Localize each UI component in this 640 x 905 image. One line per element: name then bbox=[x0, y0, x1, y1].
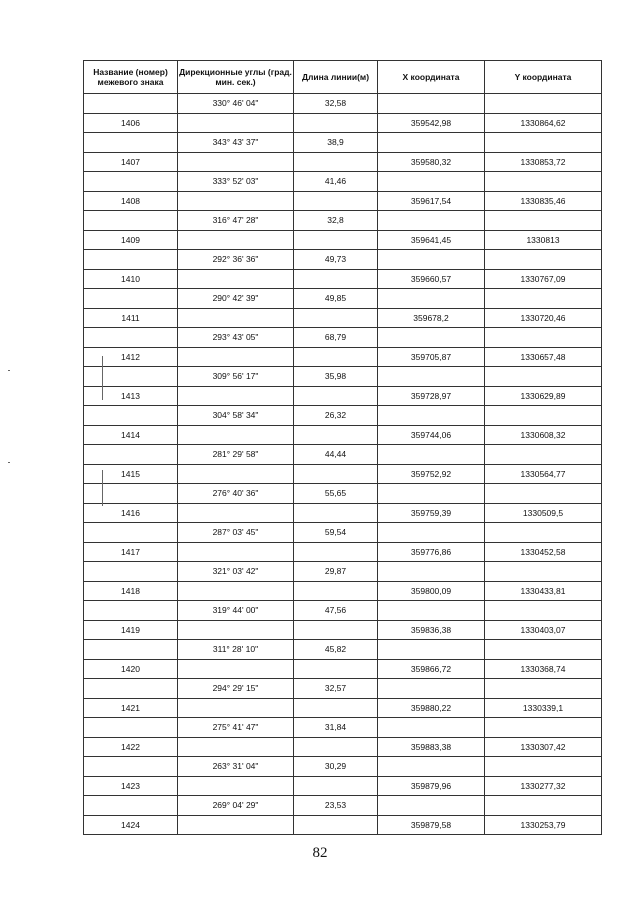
cell-mark-name: 1410 bbox=[84, 269, 178, 289]
cell-x-coordinate: 359580,32 bbox=[378, 152, 485, 172]
table-row-boundary-point bbox=[84, 230, 602, 250]
cell-x-coordinate bbox=[378, 367, 485, 387]
cell-line-length: 32,58 bbox=[294, 94, 378, 114]
cell-mark-name: 1416 bbox=[84, 503, 178, 523]
table-row-line-segment bbox=[84, 367, 602, 387]
table-row-boundary-point bbox=[84, 503, 602, 523]
cell-x-coordinate: 359542,98 bbox=[378, 113, 485, 133]
cell-mark-name: 1422 bbox=[84, 737, 178, 757]
cell-line-length: 68,79 bbox=[294, 328, 378, 348]
cell-direction-angle bbox=[178, 659, 294, 679]
cell-y-coordinate: 1330864,62 bbox=[485, 113, 602, 133]
cell-x-coordinate: 359744,06 bbox=[378, 425, 485, 445]
cell-line-length: 35,98 bbox=[294, 367, 378, 387]
cell-line-length bbox=[294, 581, 378, 601]
cell-x-coordinate bbox=[378, 601, 485, 621]
cell-line-length: 32,57 bbox=[294, 679, 378, 699]
cell-line-length bbox=[294, 308, 378, 328]
cell-direction-angle bbox=[178, 386, 294, 406]
cell-x-coordinate bbox=[378, 757, 485, 777]
cell-y-coordinate bbox=[485, 445, 602, 465]
table-row-boundary-point bbox=[84, 581, 602, 601]
cell-direction-angle bbox=[178, 464, 294, 484]
cell-mark-name: 1415 bbox=[84, 464, 178, 484]
scan-artifact-dot bbox=[8, 370, 10, 371]
cell-line-length bbox=[294, 776, 378, 796]
header-y-coordinate: Y координата bbox=[485, 61, 602, 94]
table-row-boundary-point bbox=[84, 620, 602, 640]
cell-y-coordinate: 1330657,48 bbox=[485, 347, 602, 367]
cell-line-length bbox=[294, 542, 378, 562]
page-number: 82 bbox=[312, 845, 328, 861]
cell-direction-angle: 269° 04' 29" bbox=[178, 796, 294, 816]
cell-mark-name: 1412 bbox=[84, 347, 178, 367]
cell-line-length: 38,9 bbox=[294, 133, 378, 153]
cell-direction-angle: 287° 03' 45" bbox=[178, 523, 294, 543]
table-row-line-segment bbox=[84, 250, 602, 270]
cell-mark-name bbox=[84, 133, 178, 153]
cell-direction-angle: 263° 31' 04" bbox=[178, 757, 294, 777]
cell-mark-name bbox=[84, 484, 178, 504]
cell-mark-name bbox=[84, 562, 178, 582]
cell-direction-angle: 321° 03' 42" bbox=[178, 562, 294, 582]
cell-direction-angle: 343° 43' 37" bbox=[178, 133, 294, 153]
cell-y-coordinate: 1330339,1 bbox=[485, 698, 602, 718]
cell-direction-angle bbox=[178, 815, 294, 835]
cell-y-coordinate: 1330813 bbox=[485, 230, 602, 250]
cell-y-coordinate bbox=[485, 250, 602, 270]
cell-direction-angle: 309° 56' 17" bbox=[178, 367, 294, 387]
cell-line-length bbox=[294, 503, 378, 523]
cell-line-length bbox=[294, 152, 378, 172]
cell-line-length: 30,29 bbox=[294, 757, 378, 777]
table-row-boundary-point bbox=[84, 815, 602, 835]
cell-y-coordinate bbox=[485, 679, 602, 699]
cell-direction-angle: 281° 29' 58" bbox=[178, 445, 294, 465]
cell-direction-angle: 311° 28' 10" bbox=[178, 640, 294, 660]
cell-direction-angle: 330° 46' 04" bbox=[178, 94, 294, 114]
cell-x-coordinate: 359880,22 bbox=[378, 698, 485, 718]
cell-x-coordinate: 359866,72 bbox=[378, 659, 485, 679]
cell-y-coordinate: 1330433,81 bbox=[485, 581, 602, 601]
cell-direction-angle: 319° 44' 00" bbox=[178, 601, 294, 621]
table-row-boundary-point bbox=[84, 386, 602, 406]
cell-direction-angle: 275° 41' 47" bbox=[178, 718, 294, 738]
cell-mark-name: 1423 bbox=[84, 776, 178, 796]
cell-mark-name: 1421 bbox=[84, 698, 178, 718]
cell-x-coordinate bbox=[378, 328, 485, 348]
cell-x-coordinate bbox=[378, 406, 485, 426]
cell-mark-name bbox=[84, 445, 178, 465]
cell-y-coordinate: 1330452,58 bbox=[485, 542, 602, 562]
cell-mark-name: 1407 bbox=[84, 152, 178, 172]
table-row-line-segment bbox=[84, 484, 602, 504]
cell-line-length: 23,53 bbox=[294, 796, 378, 816]
cell-direction-angle: 290° 42' 39" bbox=[178, 289, 294, 309]
cell-mark-name bbox=[84, 640, 178, 660]
cell-y-coordinate bbox=[485, 328, 602, 348]
header-x-coordinate: X координата bbox=[378, 61, 485, 94]
cell-mark-name bbox=[84, 211, 178, 231]
cell-direction-angle bbox=[178, 698, 294, 718]
table-row-boundary-point bbox=[84, 542, 602, 562]
cell-direction-angle bbox=[178, 542, 294, 562]
table-row-line-segment bbox=[84, 406, 602, 426]
cell-x-coordinate: 359836,38 bbox=[378, 620, 485, 640]
cell-mark-name: 1406 bbox=[84, 113, 178, 133]
cell-line-length: 31,84 bbox=[294, 718, 378, 738]
cell-line-length: 44,44 bbox=[294, 445, 378, 465]
cell-x-coordinate: 359879,96 bbox=[378, 776, 485, 796]
cell-mark-name bbox=[84, 757, 178, 777]
table-row-boundary-point bbox=[84, 698, 602, 718]
cell-y-coordinate: 1330629,89 bbox=[485, 386, 602, 406]
cell-mark-name: 1414 bbox=[84, 425, 178, 445]
cell-mark-name: 1419 bbox=[84, 620, 178, 640]
cell-y-coordinate bbox=[485, 523, 602, 543]
cell-y-coordinate bbox=[485, 133, 602, 153]
cell-y-coordinate bbox=[485, 367, 602, 387]
cell-x-coordinate bbox=[378, 250, 485, 270]
cell-line-length bbox=[294, 347, 378, 367]
table-row-line-segment bbox=[84, 757, 602, 777]
cell-mark-name bbox=[84, 796, 178, 816]
cell-mark-name: 1418 bbox=[84, 581, 178, 601]
table-row-line-segment bbox=[84, 562, 602, 582]
cell-direction-angle: 316° 47' 28" bbox=[178, 211, 294, 231]
cell-x-coordinate: 359883,38 bbox=[378, 737, 485, 757]
cell-mark-name: 1409 bbox=[84, 230, 178, 250]
table-row-line-segment bbox=[84, 211, 602, 231]
table-row-boundary-point bbox=[84, 347, 602, 367]
cell-y-coordinate: 1330509,5 bbox=[485, 503, 602, 523]
cell-line-length bbox=[294, 698, 378, 718]
cell-mark-name: 1417 bbox=[84, 542, 178, 562]
cell-x-coordinate bbox=[378, 523, 485, 543]
cell-line-length bbox=[294, 659, 378, 679]
cell-x-coordinate: 359705,87 bbox=[378, 347, 485, 367]
table-row-line-segment bbox=[84, 133, 602, 153]
cell-line-length: 59,54 bbox=[294, 523, 378, 543]
cell-x-coordinate: 359759,39 bbox=[378, 503, 485, 523]
cell-line-length: 45,82 bbox=[294, 640, 378, 660]
cell-direction-angle: 333° 52' 03" bbox=[178, 172, 294, 192]
cell-y-coordinate: 1330835,46 bbox=[485, 191, 602, 211]
cell-y-coordinate bbox=[485, 562, 602, 582]
cell-y-coordinate bbox=[485, 601, 602, 621]
table-row-boundary-point bbox=[84, 113, 602, 133]
cell-y-coordinate: 1330853,72 bbox=[485, 152, 602, 172]
cell-x-coordinate bbox=[378, 445, 485, 465]
cell-y-coordinate bbox=[485, 94, 602, 114]
cell-x-coordinate: 359879,58 bbox=[378, 815, 485, 835]
cell-y-coordinate bbox=[485, 289, 602, 309]
cell-direction-angle bbox=[178, 269, 294, 289]
boundary-marks-table bbox=[83, 60, 602, 835]
cell-line-length: 47,56 bbox=[294, 601, 378, 621]
cell-y-coordinate bbox=[485, 484, 602, 504]
table-row-line-segment bbox=[84, 523, 602, 543]
cell-mark-name bbox=[84, 718, 178, 738]
cell-x-coordinate: 359660,57 bbox=[378, 269, 485, 289]
cell-direction-angle bbox=[178, 191, 294, 211]
cell-line-length: 29,87 bbox=[294, 562, 378, 582]
cell-mark-name bbox=[84, 679, 178, 699]
cell-line-length bbox=[294, 425, 378, 445]
table-row-boundary-point bbox=[84, 269, 602, 289]
table-row-line-segment bbox=[84, 796, 602, 816]
cell-direction-angle: 304° 58' 34" bbox=[178, 406, 294, 426]
header-direction-angle: Дирекционные углы (град. мин. сек.) bbox=[178, 61, 294, 94]
cell-x-coordinate: 359728,97 bbox=[378, 386, 485, 406]
table-row-line-segment bbox=[84, 718, 602, 738]
cell-line-length bbox=[294, 191, 378, 211]
cell-mark-name: 1420 bbox=[84, 659, 178, 679]
cell-x-coordinate bbox=[378, 718, 485, 738]
table-row-line-segment bbox=[84, 172, 602, 192]
cell-y-coordinate: 1330403,07 bbox=[485, 620, 602, 640]
cell-x-coordinate bbox=[378, 796, 485, 816]
cell-x-coordinate bbox=[378, 562, 485, 582]
cell-x-coordinate: 359800,09 bbox=[378, 581, 485, 601]
cell-line-length: 26,32 bbox=[294, 406, 378, 426]
cell-x-coordinate bbox=[378, 679, 485, 699]
cell-y-coordinate bbox=[485, 718, 602, 738]
cell-direction-angle: 294° 29' 15" bbox=[178, 679, 294, 699]
scan-artifact-line bbox=[102, 356, 103, 400]
cell-direction-angle bbox=[178, 737, 294, 757]
cell-direction-angle bbox=[178, 620, 294, 640]
cell-x-coordinate bbox=[378, 172, 485, 192]
table-row-line-segment bbox=[84, 679, 602, 699]
cell-y-coordinate bbox=[485, 640, 602, 660]
cell-mark-name bbox=[84, 289, 178, 309]
table-row-boundary-point bbox=[84, 776, 602, 796]
cell-y-coordinate bbox=[485, 757, 602, 777]
scan-artifact-dot bbox=[8, 462, 10, 463]
cell-line-length: 49,85 bbox=[294, 289, 378, 309]
cell-y-coordinate: 1330720,46 bbox=[485, 308, 602, 328]
cell-mark-name bbox=[84, 328, 178, 348]
cell-y-coordinate: 1330277,32 bbox=[485, 776, 602, 796]
cell-y-coordinate: 1330564,77 bbox=[485, 464, 602, 484]
cell-x-coordinate: 359678,2 bbox=[378, 308, 485, 328]
table-row-line-segment bbox=[84, 94, 602, 114]
table-row-boundary-point bbox=[84, 737, 602, 757]
cell-direction-angle bbox=[178, 581, 294, 601]
cell-x-coordinate bbox=[378, 484, 485, 504]
cell-direction-angle: 292° 36' 36" bbox=[178, 250, 294, 270]
table-row-boundary-point bbox=[84, 425, 602, 445]
cell-x-coordinate: 359617,54 bbox=[378, 191, 485, 211]
cell-line-length bbox=[294, 464, 378, 484]
cell-y-coordinate bbox=[485, 796, 602, 816]
cell-mark-name bbox=[84, 94, 178, 114]
cell-x-coordinate: 359641,45 bbox=[378, 230, 485, 250]
cell-mark-name: 1411 bbox=[84, 308, 178, 328]
table-row-boundary-point bbox=[84, 191, 602, 211]
cell-line-length: 32,8 bbox=[294, 211, 378, 231]
cell-line-length bbox=[294, 737, 378, 757]
cell-mark-name: 1408 bbox=[84, 191, 178, 211]
header-line-length: Длина линии(м) bbox=[294, 61, 378, 94]
cell-mark-name: 1424 bbox=[84, 815, 178, 835]
cell-x-coordinate bbox=[378, 640, 485, 660]
cell-line-length bbox=[294, 269, 378, 289]
cell-line-length: 41,46 bbox=[294, 172, 378, 192]
table-body bbox=[84, 94, 602, 835]
cell-mark-name bbox=[84, 523, 178, 543]
cell-x-coordinate bbox=[378, 94, 485, 114]
cell-y-coordinate bbox=[485, 172, 602, 192]
cell-line-length: 49,73 bbox=[294, 250, 378, 270]
cell-mark-name bbox=[84, 601, 178, 621]
table-row-line-segment bbox=[84, 289, 602, 309]
table-row-boundary-point bbox=[84, 659, 602, 679]
cell-x-coordinate bbox=[378, 289, 485, 309]
cell-direction-angle bbox=[178, 230, 294, 250]
cell-mark-name bbox=[84, 367, 178, 387]
cell-line-length bbox=[294, 113, 378, 133]
cell-direction-angle bbox=[178, 776, 294, 796]
header-mark-name: Название (номер) межевого знака bbox=[84, 61, 178, 94]
cell-x-coordinate bbox=[378, 211, 485, 231]
table-row-line-segment bbox=[84, 445, 602, 465]
cell-line-length bbox=[294, 386, 378, 406]
cell-mark-name bbox=[84, 172, 178, 192]
cell-y-coordinate: 1330307,42 bbox=[485, 737, 602, 757]
table-row-boundary-point bbox=[84, 308, 602, 328]
cell-mark-name: 1413 bbox=[84, 386, 178, 406]
cell-mark-name bbox=[84, 250, 178, 270]
table-row-line-segment bbox=[84, 601, 602, 621]
cell-line-length bbox=[294, 620, 378, 640]
cell-line-length bbox=[294, 230, 378, 250]
table-row-boundary-point bbox=[84, 152, 602, 172]
cell-direction-angle bbox=[178, 425, 294, 445]
cell-direction-angle bbox=[178, 308, 294, 328]
scan-artifact-line bbox=[102, 470, 103, 506]
cell-y-coordinate bbox=[485, 211, 602, 231]
table-row-line-segment bbox=[84, 328, 602, 348]
cell-direction-angle: 276° 40' 36" bbox=[178, 484, 294, 504]
cell-line-length: 55,65 bbox=[294, 484, 378, 504]
cell-y-coordinate: 1330368,74 bbox=[485, 659, 602, 679]
table-row-line-segment bbox=[84, 640, 602, 660]
cell-y-coordinate: 1330767,09 bbox=[485, 269, 602, 289]
cell-x-coordinate bbox=[378, 133, 485, 153]
cell-line-length bbox=[294, 815, 378, 835]
cell-y-coordinate: 1330608,32 bbox=[485, 425, 602, 445]
cell-direction-angle bbox=[178, 152, 294, 172]
cell-x-coordinate: 359776,86 bbox=[378, 542, 485, 562]
cell-mark-name bbox=[84, 406, 178, 426]
table-row-boundary-point bbox=[84, 464, 602, 484]
cell-direction-angle bbox=[178, 347, 294, 367]
cell-y-coordinate: 1330253,79 bbox=[485, 815, 602, 835]
cell-x-coordinate: 359752,92 bbox=[378, 464, 485, 484]
cell-y-coordinate bbox=[485, 406, 602, 426]
cell-direction-angle bbox=[178, 113, 294, 133]
cell-direction-angle bbox=[178, 503, 294, 523]
cell-direction-angle: 293° 43' 05" bbox=[178, 328, 294, 348]
table-header-row bbox=[84, 61, 602, 94]
